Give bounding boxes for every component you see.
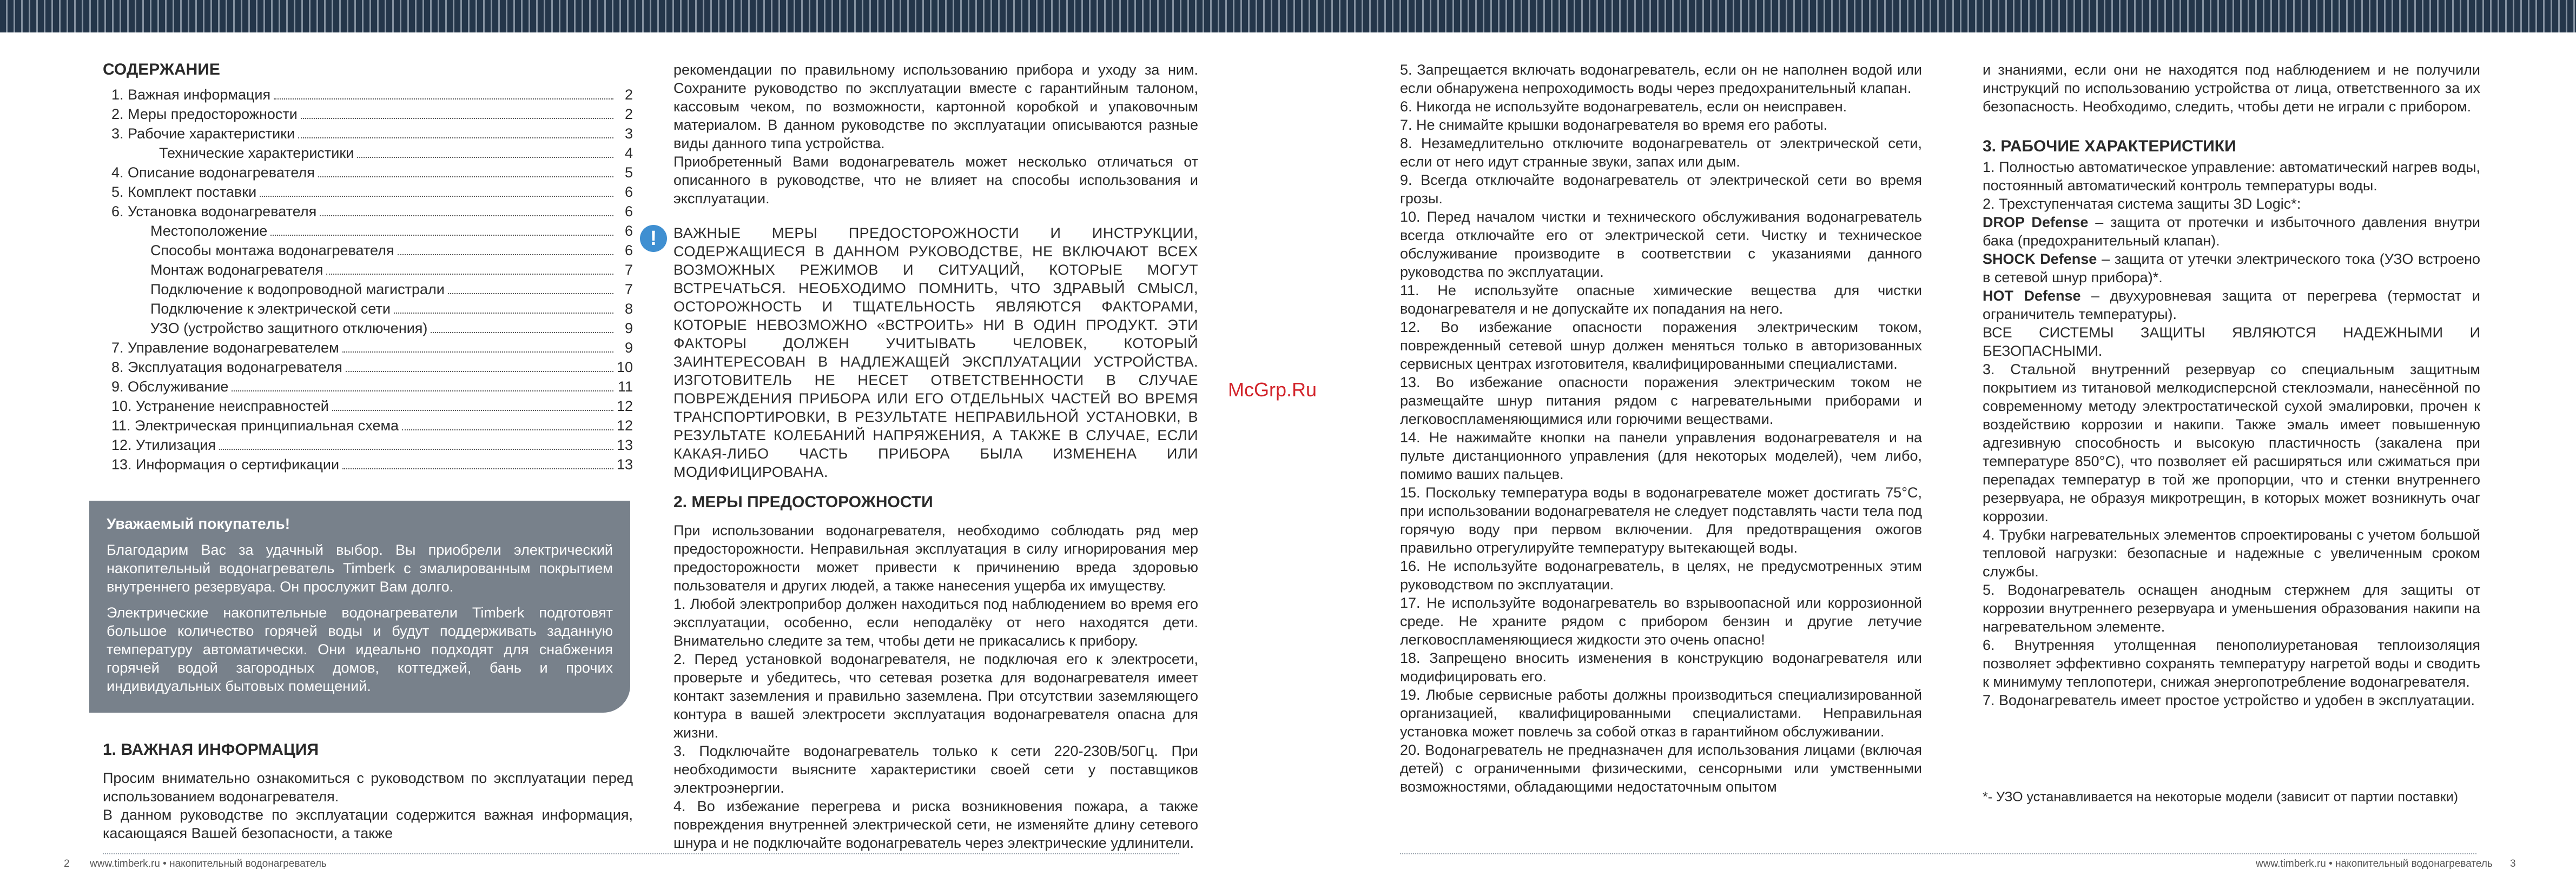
toc-leader-dots (298, 137, 613, 138)
toc-page-number: 9 (624, 340, 633, 356)
list-item: 6. Никогда не используйте водонагреватель, если он неисправен. (1400, 98, 1847, 115)
list-item: 10. Перед началом чистки и технического обслуживания водонагреватель всегда отключайте его от электрической сети. Чистку и техническое обслуживание производите в соответствии с указаниями данного руководства по эксплуатации. (1400, 209, 1922, 280)
column-1 (103, 61, 633, 842)
toc-entry-text: 2. Меры предосторожности (111, 106, 298, 122)
list-item: 7. Не снимайте крышки водонагревателя во время его работы. (1400, 117, 1828, 133)
toc-leader-dots (332, 410, 613, 411)
toc-entry-text: 11. Электрическая принципиальная схема (111, 417, 399, 434)
toc-row (103, 260, 633, 279)
greeting-paragraph: Электрические накопительные водонагреватели Timberk подготовят большое количество горячей воды и будут поддерживать заданную температуру автоматически. Они идеально подходят для снабжения горячей водой загородных домов, коттеджей, бань и прочих индивидуальных бытовых помещений. (107, 605, 613, 694)
toc-row (103, 396, 633, 415)
toc-entry-text: УЗО (устройство защитного отключения) (150, 320, 428, 336)
toc-entry-text: 4. Описание водонагревателя (111, 164, 315, 181)
toc-entry-text: 10. Устранение неисправностей (111, 398, 329, 414)
toc-page-number: 6 (624, 203, 633, 220)
paragraph: Приобретенный Вами водонагреватель может несколько отличаться от описанного в руководстве, что не влияет на способы использования и эксплуатации. (673, 154, 1198, 207)
list-item: 1. Любой электроприбор должен находиться под наблюдением во время его эксплуатации, особенно, если неподалёку от него находятся дети. Внимательно следите за тем, чтобы дети не прикасались к прибору. (673, 596, 1198, 649)
paragraph: рекомендации по правильному использованию прибора и уходу за ним. Сохраните руководство по эксплуатации вместе с гарантийным талоном, кассовым чеком, по возможности, картонной коробкой и упаковочным материалом. В данном руководстве по эксплуатации описываются разные виды данного типа устройства. (673, 62, 1198, 151)
defense-item (1983, 287, 2480, 323)
toc-leader-dots (260, 196, 613, 197)
section-1-title: 1. ВАЖНАЯ ИНФОРМАЦИЯ (103, 741, 319, 759)
exclamation-icon: ! (640, 225, 667, 252)
toc-entry-text: Подключение к электрической сети (150, 301, 391, 317)
toc-entry-text: 5. Комплект поставки (111, 184, 257, 200)
paragraph: При использовании водонагревателя, необходимо соблюдать ряд мер предосторожности. Неправильная эксплуатация в силу игнорирования мер предосторожности может привести к причинению вреда здоровью пользователя и других людей, а также нанесения ущерба их имуществу. (673, 522, 1198, 594)
toc-page-number: 12 (617, 398, 633, 414)
greeting-title: Уважаемый покупатель! (107, 515, 290, 532)
toc-entry-text: Подключение к водопроводной магистрали (150, 281, 445, 297)
shock-defense-label: SHOCK Defense (1983, 251, 2097, 267)
toc-leader-dots (357, 157, 613, 158)
toc-entry-text: 3. Рабочие характеристики (111, 125, 295, 142)
list-item: 18. Запрещено вносить изменения в конструкцию водонагревателя или модифицировать его. (1400, 650, 1922, 685)
list-item: 5. Запрещается включать водонагреватель, если он не наполнен водой или если обнаружена непроходимость воды через предохранительный клапан. (1400, 62, 1922, 96)
toc-page-number: 6 (624, 223, 633, 239)
toc-page-number: 2 (624, 87, 633, 103)
toc-entry-text: 9. Обслуживание (111, 378, 229, 395)
list-item: 14. Не нажимайте кнопки на панели управления водонагревателя и на пульте дистанционного управления (для некоторых моделей), чем либо, помимо ваших пальцев. (1400, 429, 1922, 482)
list-item: 1. Полностью автоматическое управление: автоматический нагрев воды, постоянный автоматический контроль температуры воды. (1983, 159, 2480, 194)
list-item: 8. Незамедлительно отключите водонагреватель от электрической сети, если от него идут странные звуки, запах или дым. (1400, 135, 1922, 170)
footer-divider-left (103, 853, 1179, 854)
footer-divider-right (1400, 853, 2476, 854)
toc-leader-dots (274, 98, 613, 99)
toc-title: СОДЕРЖАНИЕ (103, 61, 220, 78)
toc-page-number: 10 (617, 359, 633, 375)
toc-leader-dots (398, 254, 613, 255)
defense-item (1983, 213, 2480, 250)
toc-row (103, 298, 633, 318)
drop-defense-text: – защита от протечки и избыточного давления внутри бака (предохранительный клапан). (1983, 214, 2480, 249)
toc-row (103, 182, 633, 201)
section-2-title: 2. МЕРЫ ПРЕДОСТОРОЖНОСТИ (673, 493, 933, 511)
toc-leader-dots (318, 176, 613, 177)
toc-leader-dots (394, 313, 613, 314)
toc-page-number: 7 (624, 262, 633, 278)
warning-block (650, 224, 1198, 481)
toc-row (103, 454, 633, 474)
toc-row (103, 84, 633, 104)
toc-page-number: 6 (624, 184, 633, 200)
toc-row (103, 104, 633, 123)
toc-leader-dots (301, 118, 613, 119)
toc-page-number: 11 (617, 378, 633, 395)
toc-list (103, 84, 633, 474)
toc-entry-text: 8. Эксплуатация водонагревателя (111, 359, 342, 375)
toc-row (103, 240, 633, 260)
toc-entry-text: Монтаж водонагревателя (150, 262, 323, 278)
list-item: 16. Не используйте водонагреватель, в целях, не предусмотренных этим руководством по эксплуатации. (1400, 558, 1922, 593)
toc-leader-dots (342, 351, 613, 353)
toc-page-number: 4 (624, 145, 633, 161)
list-item: 6. Внутренняя утолщенная пенополиуретановая теплоизоляция позволяет эффективно сохранять температуру нагретой воды и сводить к минимуму теплопотери, снижая энергопотребление водонагревателя. (1983, 637, 2480, 690)
toc-row (103, 415, 633, 435)
toc-leader-dots (270, 235, 613, 236)
list-item: 7. Водонагреватель имеет простое устройство и удобен в эксплуатации. (1983, 692, 2475, 708)
all-systems-note: ВСЕ СИСТЕМЫ ЗАЩИТЫ ЯВЛЯЮТСЯ НАДЕЖНЫМИ И БЕЗОПАСНЫМИ. (1983, 324, 2480, 359)
list-item: 19. Любые сервисные работы должны производиться специализированной организацией, квалифицированными специалистами. Неправильная установка может повлечь за собой отказ в гарантийном обслуживании. (1400, 687, 1922, 740)
column-2 (650, 61, 1198, 852)
toc-leader-dots (346, 371, 613, 372)
defense-item (1983, 250, 2480, 287)
list-item: 17. Не используйте водонагреватель во взрывоопасной или коррозионной среде. Не храните рядом с прибором бензин и другие летучие легковоспламеняющиеся жидкости это очень опасно! (1400, 595, 1922, 648)
toc-page-number: 13 (617, 456, 633, 473)
toc-page-number: 8 (624, 301, 633, 317)
footer-site-text-right: www.timberk.ru • накопительный водонагреватель (2256, 858, 2493, 869)
toc-entry-text: 1. Важная информация (111, 87, 271, 103)
list-item: 9. Всегда отключайте водонагреватель от электрической сети во время грозы. (1400, 172, 1922, 207)
toc-leader-dots (402, 429, 613, 430)
list-item: 20. Водонагреватель не предназначен для использования лицами (включая детей) с ограниченными физическими, сенсорными или умственными возможностями, обладающими недостаточным опытом (1400, 742, 1922, 795)
toc-row (103, 162, 633, 182)
toc-entry-text: 13. Информация о сертификации (111, 456, 340, 473)
footnote: *- УЗО устанавливается на некоторые модели (зависит от партии поставки) (1983, 789, 2459, 805)
list-item: 3. Стальной внутренний резервуар со специальным защитным покрытием из титановой мелкодисперсной стеклоэмали, нанесённой по современному методу электростатической сухой эмалировки, прочен к воздействию коррозии и накипи. Также эмаль имеет повышенную адгезивную способность и высокую пластичность (закалена при температуре 850°С), что позволяет ей расширяться или сжиматься при перепадах температур в той же пропорции, что и стенки внутреннего резервуара, не образуя микротрещин, в которых может возникнуть очаг коррозии. (1983, 361, 2480, 524)
toc-page-number: 12 (617, 417, 633, 434)
toc-row (103, 143, 633, 162)
column-4 (1983, 61, 2480, 709)
list-item: 4. Во избежание перегрева и риска возникновения пожара, а также повреждения внутренней электрической сети, не изменяйте длину сетевого шнура и не подключайте водонагреватель через электрические удлинители. (673, 798, 1198, 851)
greeting-box (89, 501, 630, 713)
toc-row (103, 337, 633, 357)
list-item: 3. Подключайте водонагреватель только к сети 220-230В/50Гц. При необходимости выясните характеристики своей сети у поставщиков электроэнергии. (673, 743, 1198, 796)
shock-defense-text: – защита от утечки электрического тока (УЗО встроено в сетевой шнур прибора)*. (1983, 251, 2480, 285)
hot-defense-label: HOT Defense (1983, 288, 2081, 304)
toc-page-number: 2 (624, 106, 633, 122)
toc-leader-dots (232, 390, 613, 391)
list-item: 2. Перед установкой водонагревателя, не подключая его к электросети, проверьте и убедитесь, что сетевая розетка для водонагревателя имеет контакт заземления и правильно заземлена. При отсутствии заземляющего контура в вашей электросети эксплуатация водонагревателя опасна для жизни. (673, 651, 1198, 741)
list-item: 11. Не используйте опасные химические вещества для чистки водонагревателя и не допускайте их попадания на него. (1400, 282, 1922, 317)
drop-defense-label: DROP Defense (1983, 214, 2089, 230)
toc-row (103, 123, 633, 143)
toc-entry-text: 6. Установка водонагревателя (111, 203, 317, 220)
paragraph: Просим внимательно ознакомиться с руководством по эксплуатации перед использованием водонагревателя. (103, 770, 633, 805)
list-item: 5. Водонагреватель оснащен анодным стержнем для защиты от коррозии внутреннего резервуара и уменьшения образования накипи на нагревательном элементе. (1983, 582, 2480, 635)
greeting-paragraph: Благодарим Вас за удачный выбор. Вы приобрели электрический накопительный водонагреватель Timberk с эмалированным покрытием внутреннего резервуара. Он прослужит Вам долго. (107, 542, 613, 595)
toc-page-number: 9 (624, 320, 633, 336)
footer-page-number-left: 2 (64, 858, 70, 869)
toc-page-number: 6 (624, 242, 633, 258)
toc-page-number: 3 (624, 125, 633, 142)
toc-entry-text: 7. Управление водонагревателем (111, 340, 339, 356)
footer-site-text-left: www.timberk.ru • накопительный водонагреватель (90, 858, 327, 869)
toc-row (103, 357, 633, 376)
list-item: 4. Трубки нагревательных элементов спроектированы с учетом большой тепловой нагрузки: безопасные и надежные с увеличенным сроком службы. (1983, 527, 2480, 580)
toc-row (103, 279, 633, 298)
column-3 (1400, 61, 1922, 796)
toc-leader-dots (342, 468, 613, 469)
toc-leader-dots (320, 215, 613, 216)
paragraph: и знаниями, если они не находятся под наблюдением и не получили инструкций по использованию устройства от лица, ответственного за их безопасность. Необходимо, следить, чтобы дети не играли с прибором. (1983, 62, 2480, 115)
list-item: 15. Поскольку температура воды в водонагревателе может достигать 75°С, при использовании водонагревателя не следует подставлять части тела под горячую воду при первом включении. Для предотвращения ожогов правильно отрегулируйте температуру вытекающей воды. (1400, 484, 1922, 556)
toc-entry-text: Технические характеристики (159, 145, 354, 161)
list-item: 12. Во избежание опасности поражения электрическим током, поврежденный сетевой шнур должен меняться только в авторизованных сервисных центрах изготовителя, квалифицированными специалистами. (1400, 319, 1922, 372)
paragraph: В данном руководстве по эксплуатации содержится важная информация, касающаяся Вашей безопасности, а также (103, 807, 633, 841)
watermark: McGrp.Ru (1228, 378, 1317, 401)
toc-leader-dots (326, 274, 613, 275)
warning-text: ВАЖНЫЕ МЕРЫ ПРЕДОСТОРОЖНОСТИ И ИНСТРУКЦИИ, СОДЕРЖАЩИЕСЯ В ДАННОМ РУКОВОДСТВЕ, НЕ ВКЛЮЧАЮТ ВСЕХ ВОЗМОЖНЫХ РЕЖИМОВ И СИТУАЦИЙ, КОТОРЫЕ МОГУТ ВСТРЕЧАТЬСЯ. НЕОБХОДИМО ПОМНИТЬ, ЧТО ЗДРАВЫЙ СМЫСЛ, ОСТОРОЖНОСТЬ И ТЩАТЕЛЬНОСТЬ ЯВЛЯЮТСЯ ФАКТОРАМИ, КОТОРЫЕ НЕВОЗМОЖНО «ВСТРОИТЬ» НИ В ОДИН ПРОДУКТ. ЭТИ ФАКТОРЫ ДОЛЖЕН УЧИТЫВАТЬ ЧЕЛОВЕК, КОТОРЫЙ ЗАИНТЕРЕСОВАН В НАДЛЕЖАЩЕЙ ЭКСПЛУАТАЦИИ УСТРОЙСТВА. ИЗГОТОВИТЕЛЬ НЕ НЕСЕТ ОТВЕТСТВЕННОСТИ В СЛУЧАЕ ПОВРЕЖДЕНИЯ ПРИБОРА ИЛИ ЕГО ОТДЕЛЬНЫХ ЧАСТЕЙ ВО ВРЕМЯ ТРАНСПОРТИРОВКИ, В РЕЗУЛЬТАТЕ НЕПРАВИЛЬНОЙ УСТАНОВКИ, В РЕЗУЛЬТАТЕ КОЛЕБАНИЙ НАПРЯЖЕНИЯ, А ТАКЖЕ В СЛУЧАЕ, ЕСЛИ КАКАЯ-ЛИБО ЧАСТЬ ПРИБОРА БЫЛА ИЗМЕНЕНА ИЛИ МОДИФИЦИРОВАНА. (673, 225, 1198, 480)
toc-row (103, 318, 633, 337)
toc-page-number: 13 (617, 437, 633, 453)
toc-row (103, 435, 633, 454)
list-item: 13. Во избежание опасности поражения электрическим током не размещайте шнур питания рядом с нагревательными приборами и легковоспламеняющимися или горючими веществами. (1400, 374, 1922, 427)
list-item: 2. Трехступенчатая система защиты 3D Logic*: (1983, 196, 2301, 212)
footer-page-number-right: 3 (2510, 858, 2516, 869)
toc-entry-text: Местоположение (150, 223, 268, 239)
toc-row (103, 201, 633, 221)
toc-row (103, 376, 633, 396)
toc-leader-dots (219, 449, 613, 450)
hot-defense-text: – двухуровневая защита от перегрева (термостат и ограничитель температуры). (1983, 288, 2480, 322)
toc-leader-dots (431, 332, 613, 333)
section-3-title: 3. РАБОЧИЕ ХАРАКТЕРИСТИКИ (1983, 137, 2236, 155)
toc-page-number: 7 (624, 281, 633, 297)
toc-entry-text: 12. Утилизация (111, 437, 216, 453)
toc-page-number: 5 (624, 164, 633, 181)
toc-entry-text: Способы монтажа водонагревателя (150, 242, 394, 258)
top-stripe-bar (0, 0, 2576, 32)
toc-leader-dots (448, 293, 613, 294)
toc-row (103, 221, 633, 240)
